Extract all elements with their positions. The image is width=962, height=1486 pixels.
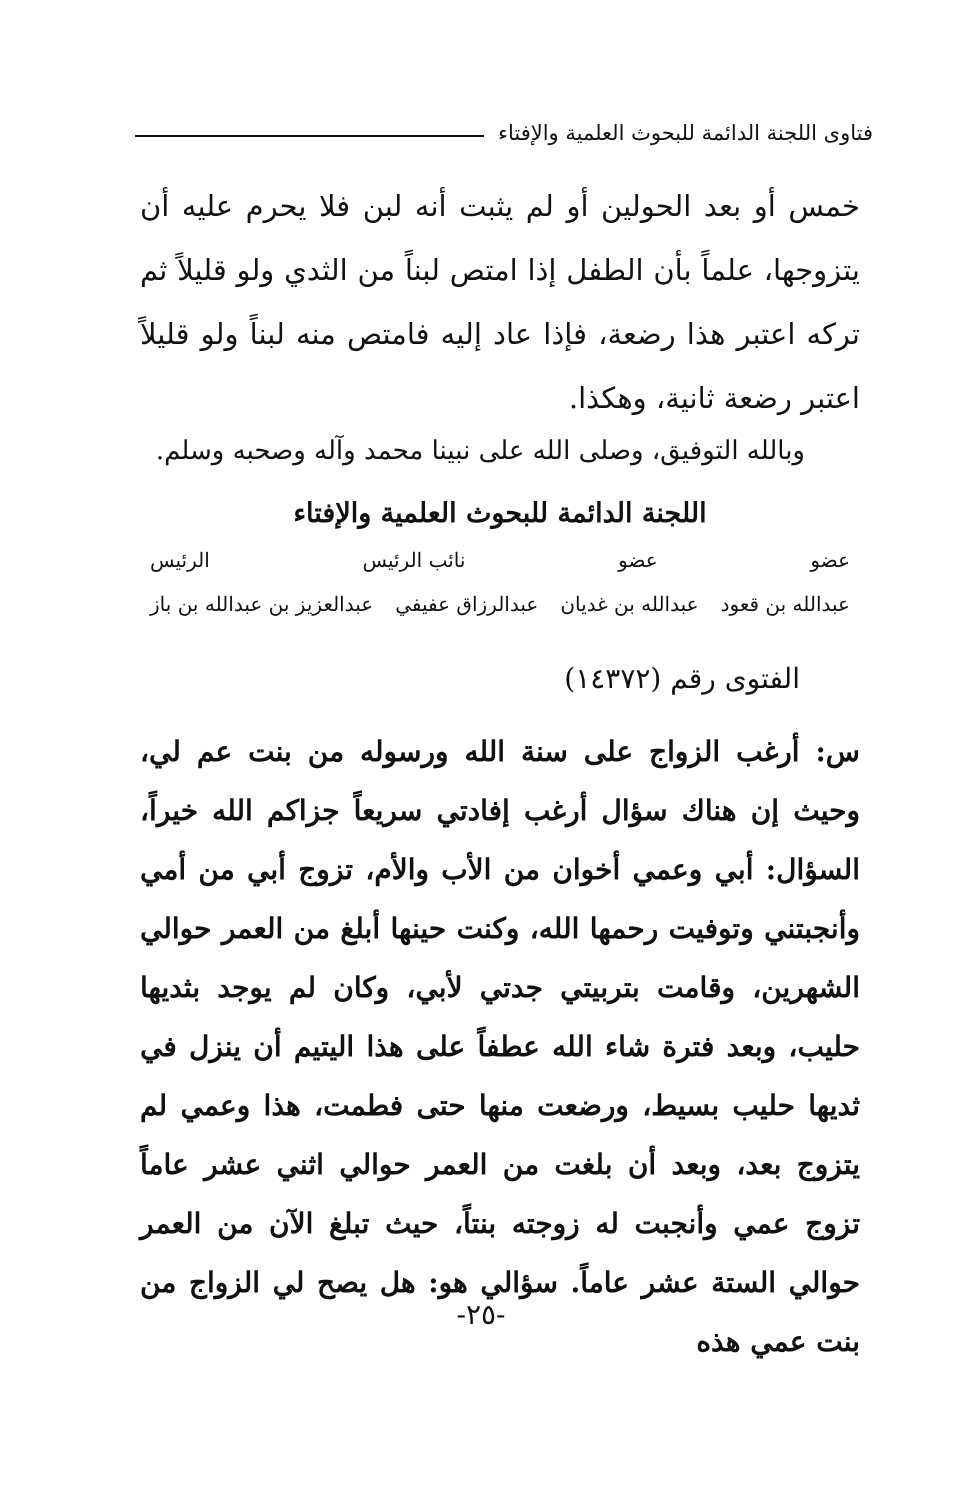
answer-paragraph: خمس أو بعد الحولين أو لم يثبت أنه لبن فلا يحرم عليه أن يتزوجها، علماً بأن الطفل إذا امتص لبناً من الثدي ولو قليلاً ثم تركه اعتبر هذا رضعة، فإذا عاد إليه فامتص منه لبناً ولو قليلاً اعتبر رضعة ثانية، وهكذا. bbox=[140, 189, 860, 415]
signatory-role: عضو bbox=[810, 548, 850, 572]
signatory-name: عبدالرزاق عفيفي bbox=[395, 592, 539, 616]
running-header bbox=[135, 116, 873, 150]
committee-name: اللجنة الدائمة للبحوث العلمية والإفتاء bbox=[293, 498, 707, 529]
closing-line: وبالله التوفيق، وصلى الله على نبينا محمد وآله وصحبه وسلم. bbox=[155, 436, 805, 466]
signatory-name: عبدالعزيز بن عبدالله بن باز bbox=[150, 592, 374, 616]
page-number: -٢٥- bbox=[456, 1298, 506, 1331]
signatory-roles bbox=[150, 548, 850, 572]
fatwa-number: الفتوى رقم (١٤٣٧٢) bbox=[564, 662, 800, 695]
signatory-role: نائب الرئيس bbox=[362, 548, 466, 572]
signatory-name: عبدالله بن غديان bbox=[560, 592, 699, 616]
signatory-names bbox=[150, 592, 850, 616]
header-title: فتاوى اللجنة الدائمة للبحوث العلمية والإفتاء bbox=[498, 121, 873, 145]
question-paragraph: س: أرغب الزواج على سنة الله ورسوله من بنت عم لي، وحيث إن هناك سؤال أرغب إفادتي سريعاً جزاكم الله خيراً، السؤال: أبي وعمي أخوان من الأب والأم، تزوج أبي من أمي وأنجبتني وتوفيت رحمها الله، وكنت حينها أبلغ من العمر حوالي الشهرين، وقامت بتربيتي جدتي لأبي، وكان لم يوجد بثديها حليب، وبعد فترة شاء الله عطفاً على هذا اليتيم أن ينزل في ثديها حليب بسيط، ورضعت منها حتى فطمت، هذا وعمي لم يتزوج بعد، وبعد أن بلغت من العمر حوالي اثني عشر عاماً تزوج عمي وأنجبت له زوجته بنتاً، حيث تبلغ الآن من العمر حوالي الستة عشر عاماً. سؤالي هو: هل يصح لي الزواج من بنت عمي هذه bbox=[140, 735, 861, 1358]
signatory-name: عبدالله بن قعود bbox=[720, 592, 850, 616]
header-rule bbox=[135, 135, 484, 137]
signatory-role: عضو bbox=[618, 548, 658, 572]
signatory-role: الرئيس bbox=[150, 548, 210, 572]
